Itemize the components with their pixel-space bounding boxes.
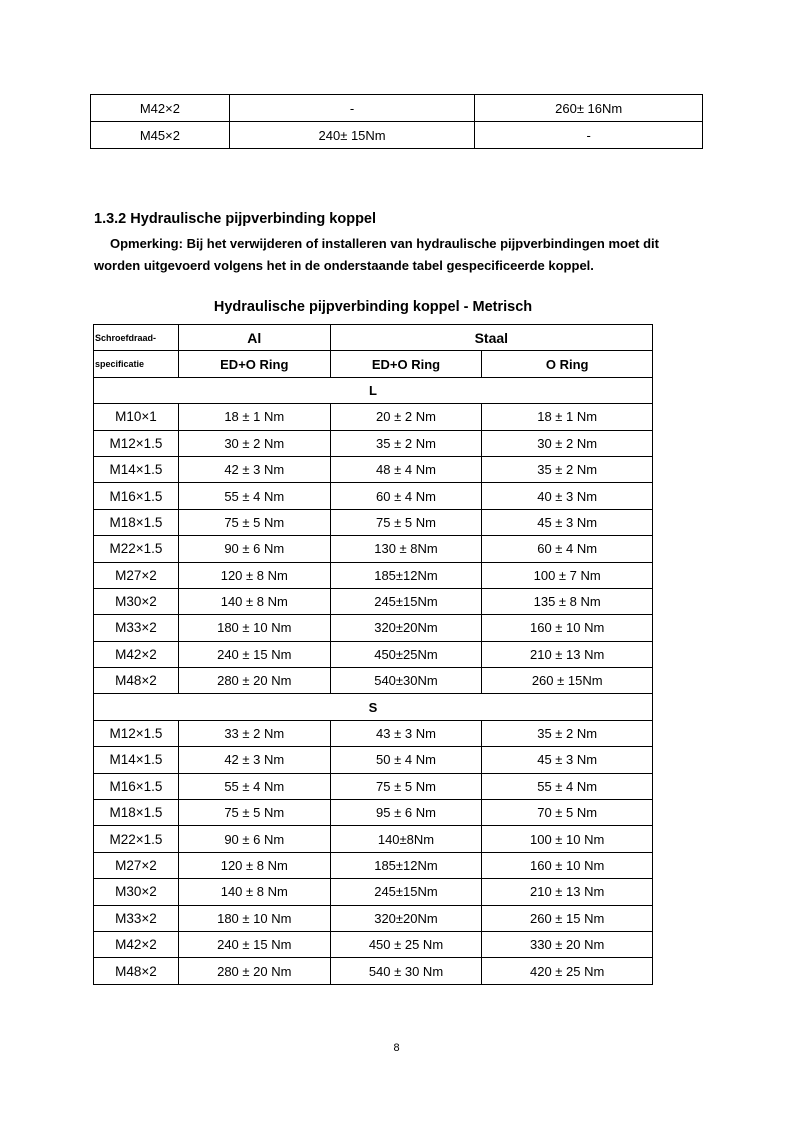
remark-line-1: Opmerking: Bij het verwijderen of installeren van hydraulische pijpverbindingen moet dit (110, 236, 659, 251)
header-al-edo-ring: ED+O Ring (178, 351, 330, 377)
torque-value-cell: 135 ± 8 Nm (482, 588, 653, 614)
thread-size-cell: M18×1.5 (94, 509, 179, 535)
torque-value-cell: 210 ± 13 Nm (482, 879, 653, 905)
thread-size-cell: M22×1.5 (94, 826, 179, 852)
torque-value-cell: 245±15Nm (330, 588, 482, 614)
table-row (94, 641, 653, 667)
torque-value-cell: 210 ± 13 Nm (482, 641, 653, 667)
torque-value-cell: 180 ± 10 Nm (178, 615, 330, 641)
thread-size-cell: M30×2 (94, 879, 179, 905)
thread-size-cell: M33×2 (94, 905, 179, 931)
thread-size-cell: M45×2 (91, 122, 230, 149)
header-spec-line2: specificatie (94, 351, 179, 377)
thread-size-cell: M27×2 (94, 562, 179, 588)
torque-value-cell: 18 ± 1 Nm (482, 404, 653, 430)
group-l-row (94, 377, 653, 403)
page-number: 8 (393, 1042, 400, 1054)
torque-value-cell: 280 ± 20 Nm (178, 668, 330, 694)
torque-value-cell: 330 ± 20 Nm (482, 931, 653, 957)
thread-size-cell: M14×1.5 (94, 747, 179, 773)
table-row (94, 879, 653, 905)
torque-value-cell: 70 ± 5 Nm (482, 800, 653, 826)
torque-value-cell: 160 ± 10 Nm (482, 852, 653, 878)
thread-size-cell: M33×2 (94, 615, 179, 641)
torque-value-cell: 245±15Nm (330, 879, 482, 905)
table-row (94, 456, 653, 482)
group-s-rows (94, 720, 653, 984)
torque-value-cell: 100 ± 7 Nm (482, 562, 653, 588)
torque-value-cell: 260± 16Nm (475, 95, 703, 122)
thread-size-cell: M42×2 (94, 931, 179, 957)
table-row (94, 747, 653, 773)
torque-value-cell: - (229, 95, 475, 122)
table-row (94, 562, 653, 588)
thread-size-cell: M18×1.5 (94, 800, 179, 826)
torque-value-cell: 60 ± 4 Nm (482, 536, 653, 562)
torque-value-cell: 40 ± 3 Nm (482, 483, 653, 509)
thread-size-cell: M48×2 (94, 958, 179, 984)
torque-value-cell: 240 ± 15 Nm (178, 931, 330, 957)
torque-value-cell: 120 ± 8 Nm (178, 852, 330, 878)
torque-value-cell: 55 ± 4 Nm (482, 773, 653, 799)
table-row (94, 509, 653, 535)
header-al: Al (178, 325, 330, 351)
torque-value-cell: 260 ± 15 Nm (482, 905, 653, 931)
group-s-header (94, 694, 653, 720)
torque-value-cell: 55 ± 4 Nm (178, 483, 330, 509)
torque-value-cell: 18 ± 1 Nm (178, 404, 330, 430)
table-row (94, 852, 653, 878)
torque-value-cell: 90 ± 6 Nm (178, 826, 330, 852)
remark-line-2: worden uitgevoerd volgens het in de onderstaande tabel gespecificeerde koppel. (94, 258, 594, 273)
group-l-label: L (94, 377, 653, 403)
header-staal-edo-ring: ED+O Ring (330, 351, 482, 377)
torque-value-cell: 240 ± 15 Nm (178, 641, 330, 667)
header-rows (94, 325, 653, 404)
table-row (94, 404, 653, 430)
torque-value-cell: 185±12Nm (330, 852, 482, 878)
torque-value-cell: 140 ± 8 Nm (178, 588, 330, 614)
torque-value-cell: 48 ± 4 Nm (330, 456, 482, 482)
thread-size-cell: M16×1.5 (94, 773, 179, 799)
torque-value-cell: 20 ± 2 Nm (330, 404, 482, 430)
torque-value-cell: 240± 15Nm (229, 122, 475, 149)
table-row (94, 720, 653, 746)
table-row (91, 95, 703, 122)
torque-value-cell: 140 ± 8 Nm (178, 879, 330, 905)
torque-value-cell: 120 ± 8 Nm (178, 562, 330, 588)
table-row (94, 536, 653, 562)
torque-value-cell: 30 ± 2 Nm (178, 430, 330, 456)
torque-value-cell: 320±20Nm (330, 615, 482, 641)
thread-size-cell: M16×1.5 (94, 483, 179, 509)
table-row (94, 800, 653, 826)
torque-value-cell: 160 ± 10 Nm (482, 615, 653, 641)
thread-size-cell: M48×2 (94, 668, 179, 694)
thread-size-cell: M30×2 (94, 588, 179, 614)
torque-value-cell: 100 ± 10 Nm (482, 826, 653, 852)
table-row (94, 931, 653, 957)
torque-value-cell: 450 ± 25 Nm (330, 931, 482, 957)
table-row (94, 905, 653, 931)
table-row (94, 773, 653, 799)
torque-value-cell: 75 ± 5 Nm (330, 509, 482, 535)
group-l-rows (94, 404, 653, 694)
torque-value-cell: 140±8Nm (330, 826, 482, 852)
torque-value-cell: 35 ± 2 Nm (482, 456, 653, 482)
group-s-row (94, 694, 653, 720)
header-row-2 (94, 351, 653, 377)
torque-value-cell: 45 ± 3 Nm (482, 747, 653, 773)
torque-value-cell: 75 ± 5 Nm (178, 800, 330, 826)
torque-value-cell: 540 ± 30 Nm (330, 958, 482, 984)
thread-size-cell: M10×1 (94, 404, 179, 430)
torque-value-cell: - (475, 122, 703, 149)
continued-table-body (91, 95, 703, 149)
torque-value-cell: 320±20Nm (330, 905, 482, 931)
remark-paragraph (94, 233, 704, 277)
torque-value-cell: 75 ± 5 Nm (178, 509, 330, 535)
header-spec-line1: Schroefdraad- (94, 325, 179, 351)
torque-value-cell: 60 ± 4 Nm (330, 483, 482, 509)
torque-value-cell: 35 ± 2 Nm (482, 720, 653, 746)
torque-value-cell: 50 ± 4 Nm (330, 747, 482, 773)
table-row (94, 588, 653, 614)
torque-value-cell: 185±12Nm (330, 562, 482, 588)
table-title: Hydraulische pijpverbinding koppel - Metrisch (213, 299, 533, 315)
thread-size-cell: M27×2 (94, 852, 179, 878)
group-s-label: S (94, 694, 653, 720)
torque-value-cell: 450±25Nm (330, 641, 482, 667)
table-row (94, 483, 653, 509)
torque-value-cell: 43 ± 3 Nm (330, 720, 482, 746)
torque-value-cell: 130 ± 8Nm (330, 536, 482, 562)
torque-value-cell: 30 ± 2 Nm (482, 430, 653, 456)
section-title: 1.3.2 Hydraulische pijpverbinding koppel (94, 211, 377, 227)
torque-value-cell: 180 ± 10 Nm (178, 905, 330, 931)
thread-size-cell: M42×2 (94, 641, 179, 667)
torque-value-cell: 280 ± 20 Nm (178, 958, 330, 984)
header-row-1 (94, 325, 653, 351)
table-row (94, 615, 653, 641)
torque-value-cell: 55 ± 4 Nm (178, 773, 330, 799)
table-row (94, 668, 653, 694)
torque-value-cell: 42 ± 3 Nm (178, 747, 330, 773)
continued-torque-table (90, 94, 703, 149)
table-row (94, 430, 653, 456)
thread-size-cell: M12×1.5 (94, 430, 179, 456)
torque-value-cell: 33 ± 2 Nm (178, 720, 330, 746)
torque-value-cell: 35 ± 2 Nm (330, 430, 482, 456)
torque-value-cell: 420 ± 25 Nm (482, 958, 653, 984)
torque-value-cell: 95 ± 6 Nm (330, 800, 482, 826)
table-row (91, 122, 703, 149)
thread-size-cell: M42×2 (91, 95, 230, 122)
torque-value-cell: 90 ± 6 Nm (178, 536, 330, 562)
thread-size-cell: M22×1.5 (94, 536, 179, 562)
torque-value-cell: 260 ± 15Nm (482, 668, 653, 694)
thread-size-cell: M12×1.5 (94, 720, 179, 746)
torque-value-cell: 42 ± 3 Nm (178, 456, 330, 482)
thread-size-cell: M14×1.5 (94, 456, 179, 482)
header-staal-o-ring: O Ring (482, 351, 653, 377)
torque-value-cell: 45 ± 3 Nm (482, 509, 653, 535)
torque-value-cell: 540±30Nm (330, 668, 482, 694)
table-row (94, 826, 653, 852)
torque-value-cell: 75 ± 5 Nm (330, 773, 482, 799)
table-row (94, 958, 653, 984)
pipe-torque-table (93, 324, 653, 985)
header-staal: Staal (330, 325, 652, 351)
